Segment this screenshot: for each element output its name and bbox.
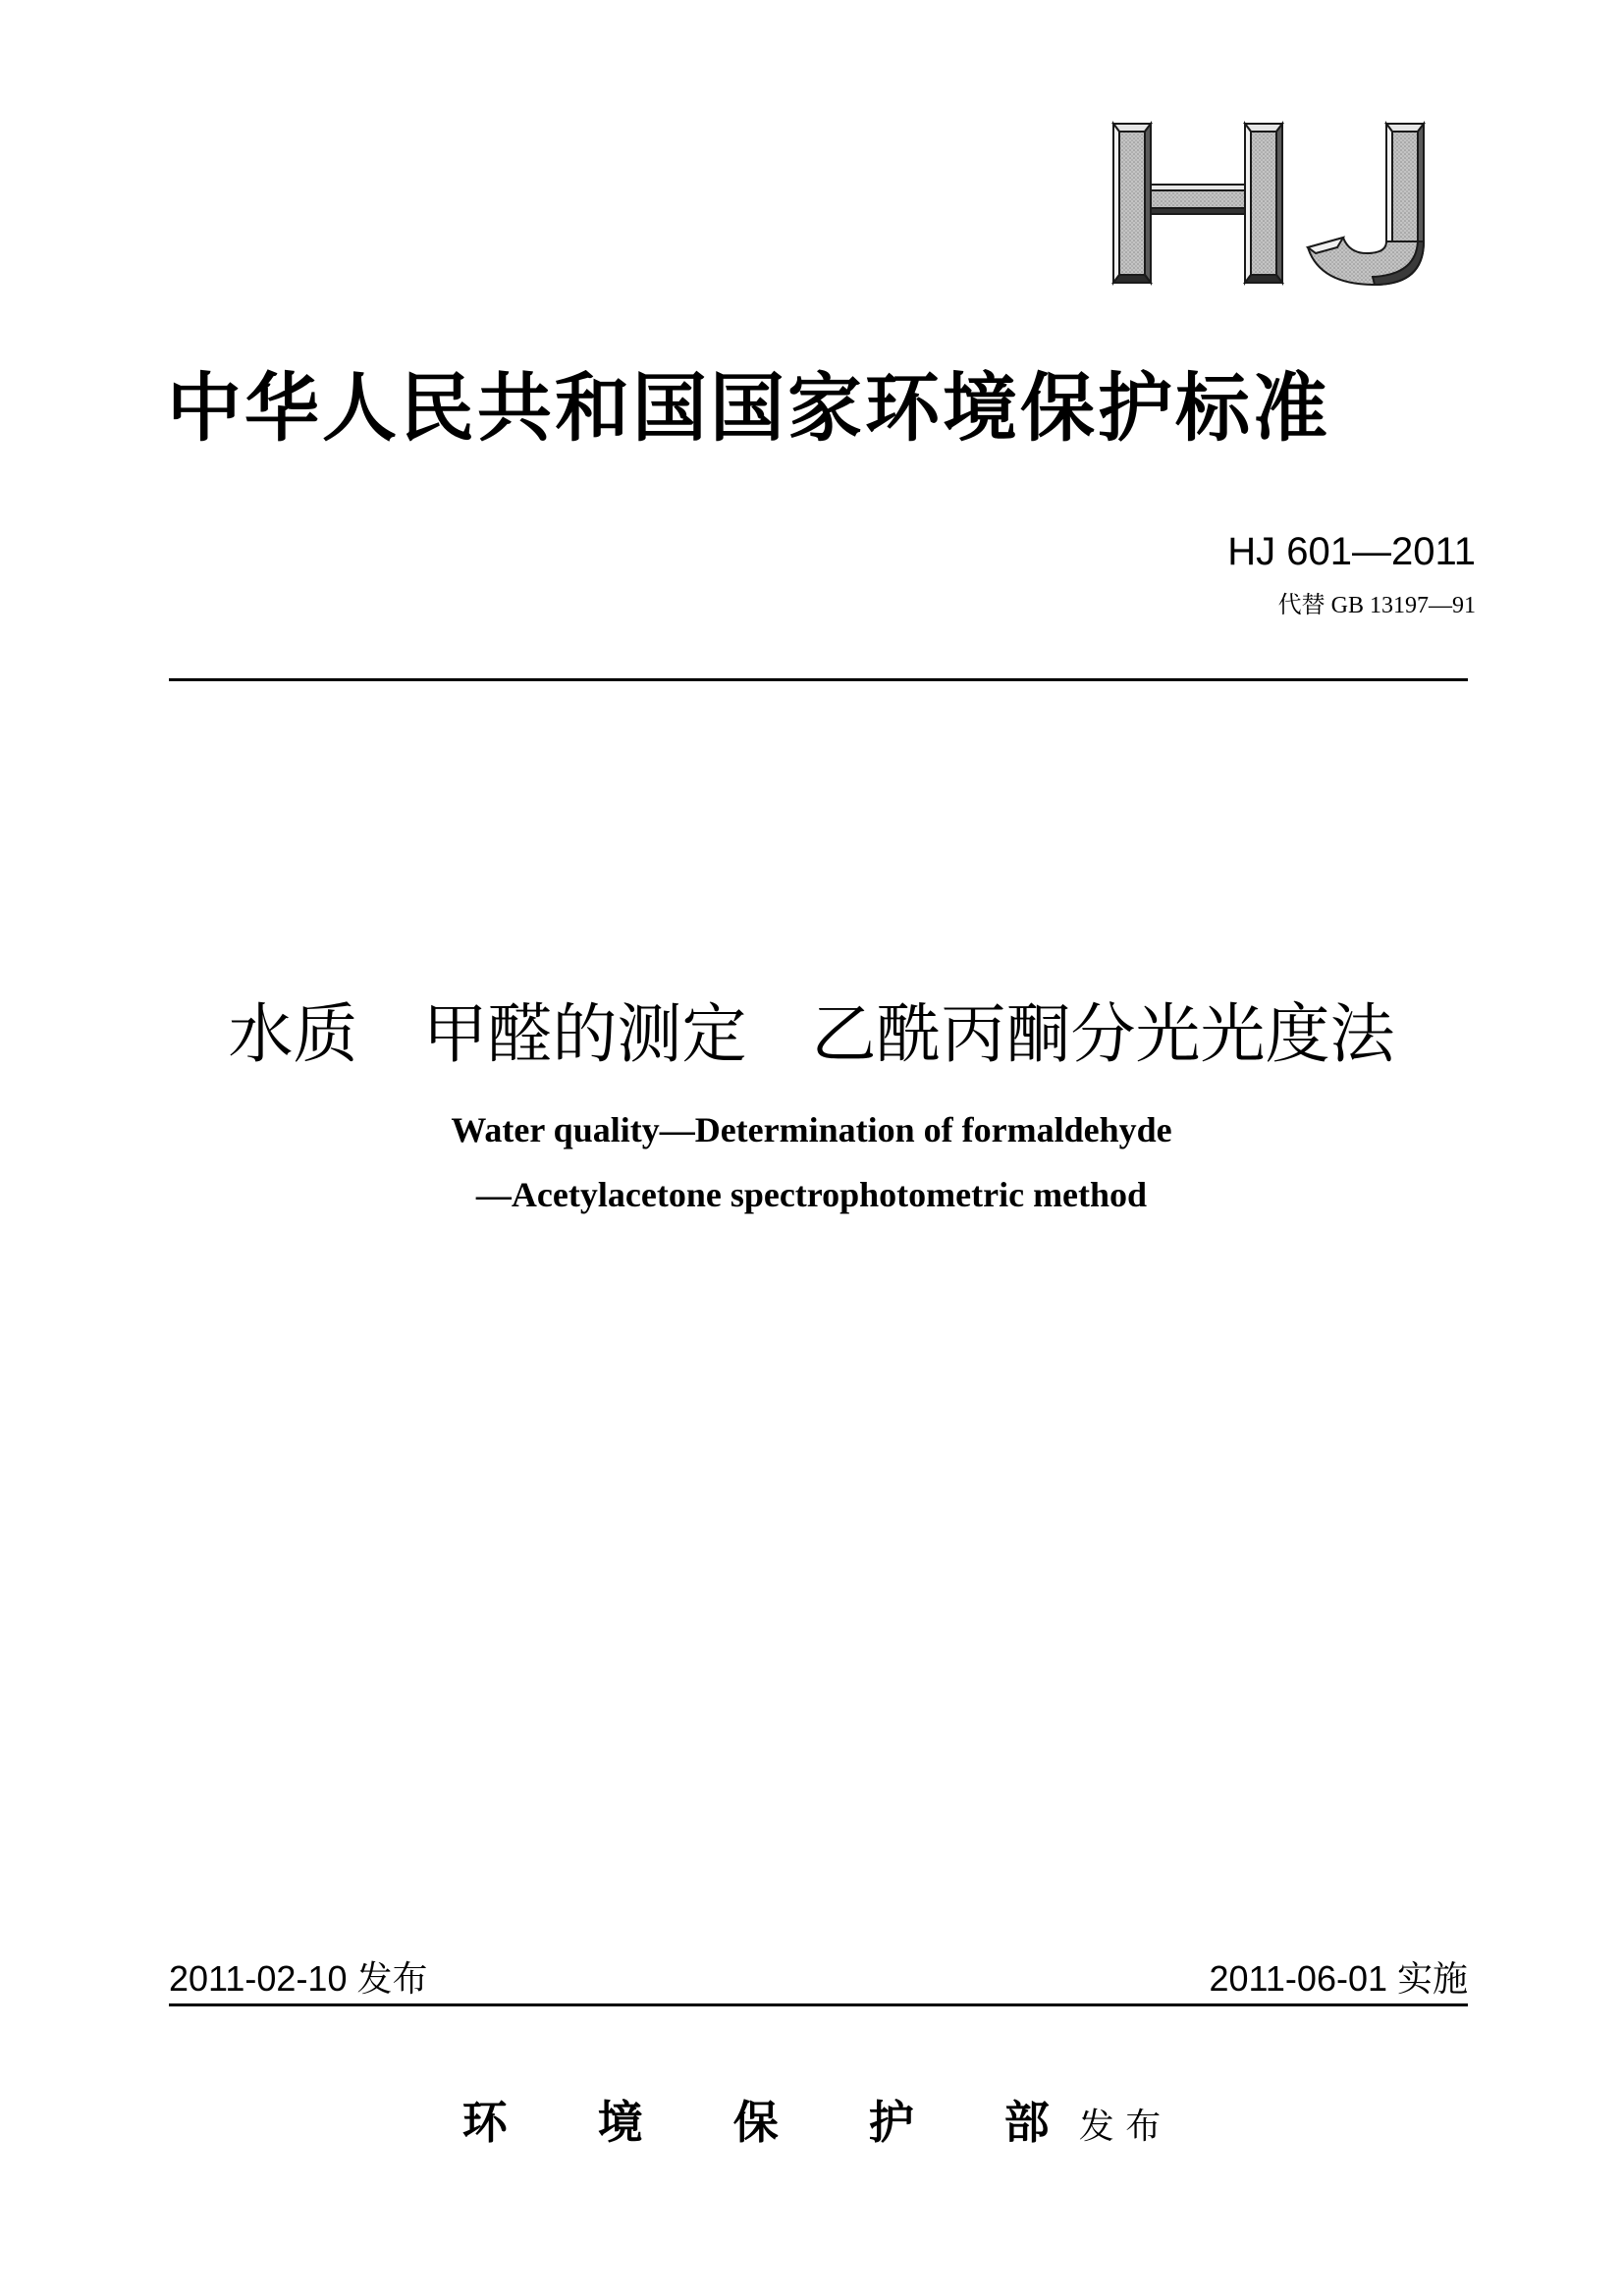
publisher-org: 环 境 保 护 部 <box>461 2096 1050 2149</box>
document-title-cn: 水质 甲醛的测定 乙酰丙酮分光光度法 <box>228 996 1395 1072</box>
publisher-line <box>0 2087 1623 2152</box>
issue-date: 2011-02-10 发布 <box>169 1958 428 1999</box>
org-title: 中华人民共和国国家环境保护标准 <box>167 364 1330 452</box>
document-title-en-line1: Water quality—Determination of formaldehyde <box>451 1110 1172 1149</box>
hj-logo <box>1109 118 1434 290</box>
top-divider <box>169 678 1468 681</box>
standard-number: HJ 601—2011 <box>1227 530 1476 573</box>
document-title-en-line2: —Acetylacetone spectrophotometric method <box>475 1175 1148 1214</box>
bottom-divider <box>169 2003 1468 2006</box>
replaces-standard: 代替 GB 13197—91 <box>1277 593 1476 618</box>
publisher-action: 发 布 <box>1078 2107 1162 2147</box>
implementation-date: 2011-06-01 实施 <box>1209 1958 1468 1999</box>
